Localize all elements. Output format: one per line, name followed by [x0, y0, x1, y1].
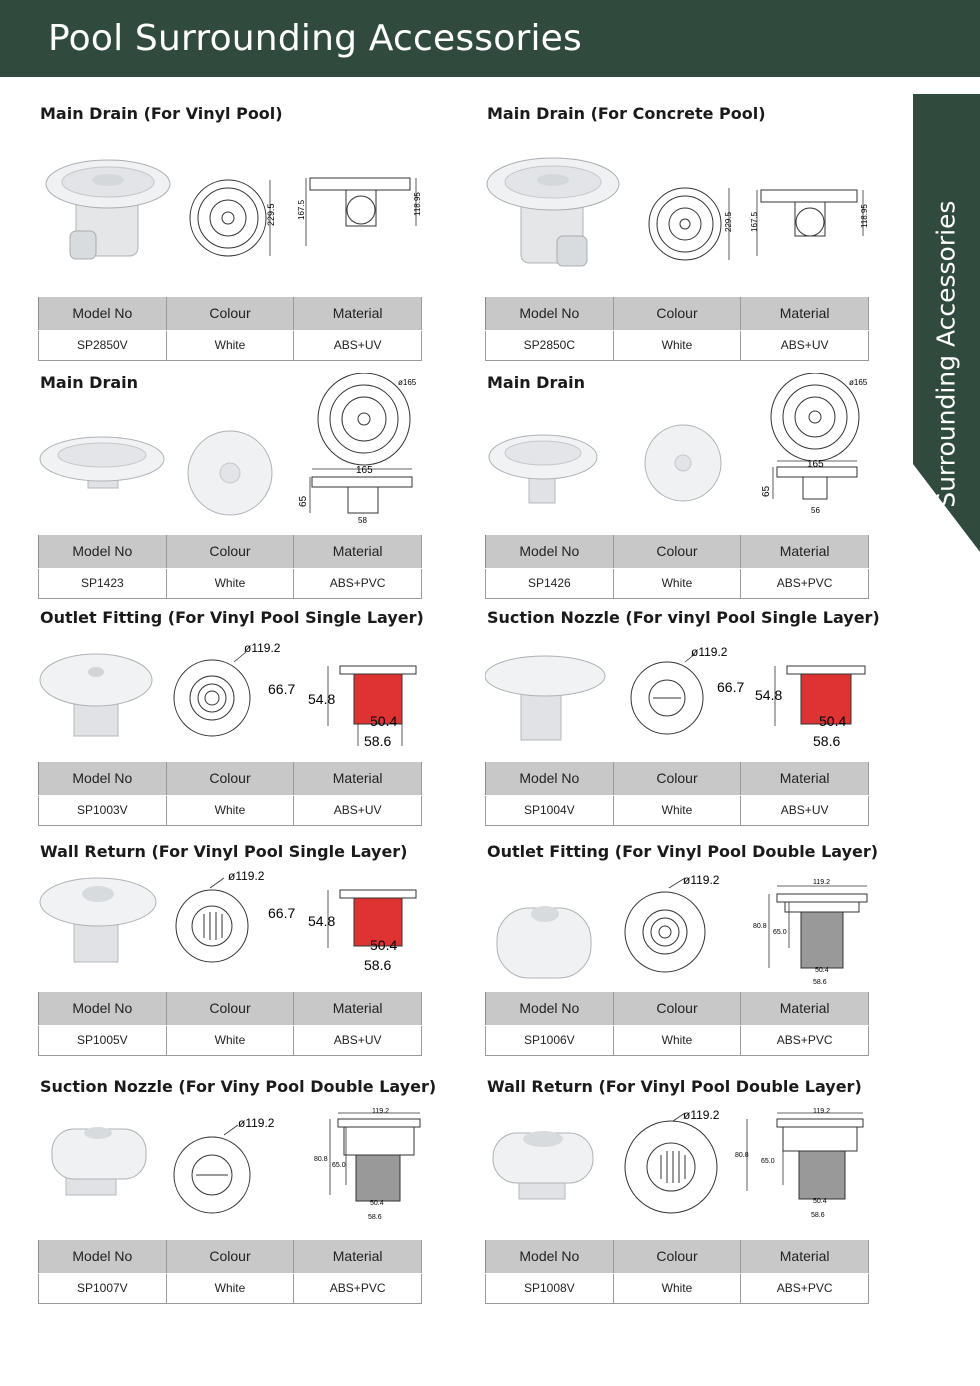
dimension-label: 167.5	[297, 199, 306, 220]
header-model-no: Model No	[39, 762, 167, 795]
product-photo	[485, 656, 605, 740]
product-images	[38, 636, 428, 756]
product-images	[38, 1105, 428, 1235]
dimension-label: 80.8	[314, 1156, 328, 1163]
product-images	[485, 146, 875, 281]
material-value: ABS+UV	[294, 330, 422, 360]
model-number: SP1004V	[486, 795, 614, 825]
dimension-label: 80.8	[735, 1152, 749, 1159]
dimension-label: 229.5	[724, 211, 733, 232]
spec-table	[38, 297, 422, 361]
header-colour: Colour	[613, 762, 741, 795]
dimension-label: 119.2	[813, 879, 830, 886]
material-value: ABS+UV	[741, 330, 869, 360]
side-tab	[913, 94, 980, 568]
dimension-label: 50.4	[819, 713, 847, 729]
front-view-photo	[645, 425, 721, 501]
dimension-label: 66.7	[268, 681, 296, 697]
product-photo	[493, 1131, 593, 1199]
product-title: Outlet Fitting (For Vinyl Pool Double Layer)	[487, 842, 879, 861]
spec-table	[485, 992, 869, 1056]
dimension-label: ø119.2	[691, 645, 728, 659]
spec-table	[485, 535, 869, 599]
technical-drawing	[310, 373, 412, 513]
dimension-label: 58.6	[364, 957, 392, 973]
colour-value: White	[166, 1025, 294, 1055]
dimension-label: 50.4	[370, 1200, 384, 1207]
side-view-drawing	[306, 178, 416, 246]
product-photo	[52, 1127, 146, 1195]
material-value: ABS+UV	[294, 1025, 422, 1055]
header-material: Material	[741, 992, 869, 1025]
product-title: Main Drain (For Concrete Pool)	[487, 104, 766, 123]
spec-table	[485, 1240, 869, 1304]
dimension-label: 50.4	[815, 967, 829, 974]
product-photo	[487, 158, 619, 266]
dimension-label: 80.8	[753, 923, 767, 930]
material-value: ABS+PVC	[294, 1273, 422, 1303]
header-material: Material	[741, 1240, 869, 1273]
product-photo	[40, 654, 152, 736]
dimension-label: 65	[761, 485, 772, 497]
material-value: ABS+PVC	[741, 1273, 869, 1303]
product-title: Outlet Fitting (For Vinyl Pool Single Layer)	[40, 608, 424, 627]
spec-table	[38, 535, 422, 599]
section-drawing	[330, 1113, 420, 1201]
header-colour: Colour	[613, 992, 741, 1025]
spec-table	[485, 762, 869, 826]
dimension-label: 66.7	[268, 905, 296, 921]
colour-value: White	[613, 1273, 741, 1303]
dimension-label: 66.7	[717, 679, 745, 695]
side-tab-label: Pool Surrounding Accessories	[931, 200, 961, 568]
product-title: Wall Return (For Vinyl Pool Single Layer)	[40, 842, 408, 861]
technical-drawing	[771, 373, 859, 499]
header-colour: Colour	[613, 297, 741, 330]
colour-value: White	[166, 795, 294, 825]
header-model-no: Model No	[486, 992, 614, 1025]
dimension-label: ø119.2	[683, 873, 720, 887]
model-number: SP1426	[486, 568, 614, 598]
model-number: SP2850V	[39, 330, 167, 360]
product-title: Suction Nozzle (For Viny Pool Double Layer)	[40, 1077, 437, 1096]
colour-value: White	[166, 330, 294, 360]
model-number: SP1008V	[486, 1273, 614, 1303]
dimension-label: 54.8	[308, 691, 336, 707]
header-material: Material	[294, 535, 422, 568]
dimension-label: 58.6	[811, 1212, 825, 1219]
model-number: SP1005V	[39, 1025, 167, 1055]
model-number: SP1003V	[39, 795, 167, 825]
dimension-label: ø119.2	[244, 641, 281, 655]
dimension-label: 56	[811, 506, 820, 515]
model-number: SP1423	[39, 568, 167, 598]
dimension-label: ø165	[398, 378, 417, 387]
dimension-label: 58.6	[813, 733, 841, 749]
header-material: Material	[741, 535, 869, 568]
material-value: ABS+UV	[294, 795, 422, 825]
product-images	[485, 373, 875, 531]
section-drawing	[747, 1113, 863, 1199]
colour-value: White	[613, 568, 741, 598]
dimension-label: 118.95	[413, 192, 422, 216]
material-value: ABS+PVC	[294, 568, 422, 598]
header-model-no: Model No	[486, 762, 614, 795]
product-images	[485, 636, 875, 756]
dimension-label: 65.0	[332, 1162, 346, 1169]
front-view-drawing	[176, 878, 248, 962]
spec-table	[38, 992, 422, 1056]
material-value: ABS+PVC	[741, 568, 869, 598]
dimension-label: 58.6	[368, 1214, 382, 1221]
header-model-no: Model No	[39, 992, 167, 1025]
top-view-drawing	[190, 180, 270, 256]
dimension-label: 50.4	[370, 937, 398, 953]
front-view-drawing	[174, 1125, 250, 1213]
header-model-no: Model No	[39, 1240, 167, 1273]
model-number: SP1006V	[486, 1025, 614, 1055]
model-number: SP2850C	[486, 330, 614, 360]
product-photo	[489, 435, 597, 503]
product-images	[485, 868, 875, 992]
header-colour: Colour	[166, 1240, 294, 1273]
colour-value: White	[166, 568, 294, 598]
header-material: Material	[294, 992, 422, 1025]
header-model-no: Model No	[39, 535, 167, 568]
header-material: Material	[741, 762, 869, 795]
front-view-photo	[188, 431, 272, 515]
product-title: Main Drain	[487, 373, 586, 392]
dimension-label: 58.6	[364, 733, 392, 749]
product-photo	[497, 906, 591, 978]
colour-value: White	[613, 1025, 741, 1055]
dimension-label: ø119.2	[683, 1108, 720, 1122]
dimension-label: 54.8	[755, 687, 783, 703]
spec-table	[38, 762, 422, 826]
product-images	[38, 146, 428, 281]
product-photo	[40, 437, 164, 488]
dimension-label: 65.0	[773, 929, 787, 936]
product-images	[485, 1105, 875, 1235]
dimension-label: 58.6	[813, 979, 827, 986]
front-view-drawing	[625, 878, 705, 972]
dimension-label: 50.4	[370, 713, 398, 729]
colour-value: White	[613, 330, 741, 360]
dimension-label: 165	[807, 459, 824, 470]
header-colour: Colour	[613, 1240, 741, 1273]
product-images	[38, 868, 428, 988]
header-colour: Colour	[166, 535, 294, 568]
dimension-label: ø119.2	[238, 1116, 275, 1130]
header-colour: Colour	[166, 992, 294, 1025]
header-material: Material	[741, 297, 869, 330]
page-title: Pool Surrounding Accessories	[48, 18, 582, 59]
front-view-drawing	[631, 654, 703, 734]
front-view-drawing	[174, 652, 250, 736]
product-photo	[46, 160, 170, 259]
colour-value: White	[166, 1273, 294, 1303]
dimension-label: 119.2	[372, 1108, 389, 1115]
spec-table	[38, 1240, 422, 1304]
dimension-label: 58	[358, 516, 367, 525]
product-images	[38, 373, 428, 531]
dimension-label: ø119.2	[228, 869, 265, 883]
dimension-label: 165	[356, 465, 373, 476]
product-title: Main Drain (For Vinyl Pool)	[40, 104, 283, 123]
dimension-label: 50.4	[813, 1198, 827, 1205]
dimension-label: 229.5	[266, 203, 276, 226]
dimension-label: 118.95	[860, 204, 869, 228]
dimension-label: 54.8	[308, 913, 336, 929]
header-material: Material	[294, 762, 422, 795]
dimension-label: 65	[298, 495, 309, 507]
header-model-no: Model No	[486, 297, 614, 330]
header-colour: Colour	[166, 762, 294, 795]
dimension-label: 167.5	[750, 211, 759, 232]
dimension-label: ø165	[849, 378, 868, 387]
header-model-no: Model No	[486, 535, 614, 568]
header-model-no: Model No	[486, 1240, 614, 1273]
header-colour: Colour	[613, 535, 741, 568]
header-material: Material	[294, 1240, 422, 1273]
header-material: Material	[294, 297, 422, 330]
product-title: Suction Nozzle (For vinyl Pool Single Layer)	[487, 608, 880, 627]
material-value: ABS+PVC	[741, 1025, 869, 1055]
top-view-drawing	[649, 188, 729, 260]
product-title: Main Drain	[40, 373, 139, 392]
spec-table	[485, 297, 869, 361]
product-title: Wall Return (For Vinyl Pool Double Layer)	[487, 1077, 862, 1096]
dimension-label: 65.0	[761, 1158, 775, 1165]
side-view-drawing	[757, 190, 863, 256]
header-band	[0, 0, 980, 77]
header-model-no: Model No	[39, 297, 167, 330]
section-drawing	[769, 886, 867, 968]
header-colour: Colour	[166, 297, 294, 330]
dimension-label: 119.2	[813, 1108, 830, 1115]
material-value: ABS+UV	[741, 795, 869, 825]
colour-value: White	[613, 795, 741, 825]
front-view-drawing	[625, 1113, 717, 1213]
model-number: SP1007V	[39, 1273, 167, 1303]
product-photo	[40, 878, 156, 962]
